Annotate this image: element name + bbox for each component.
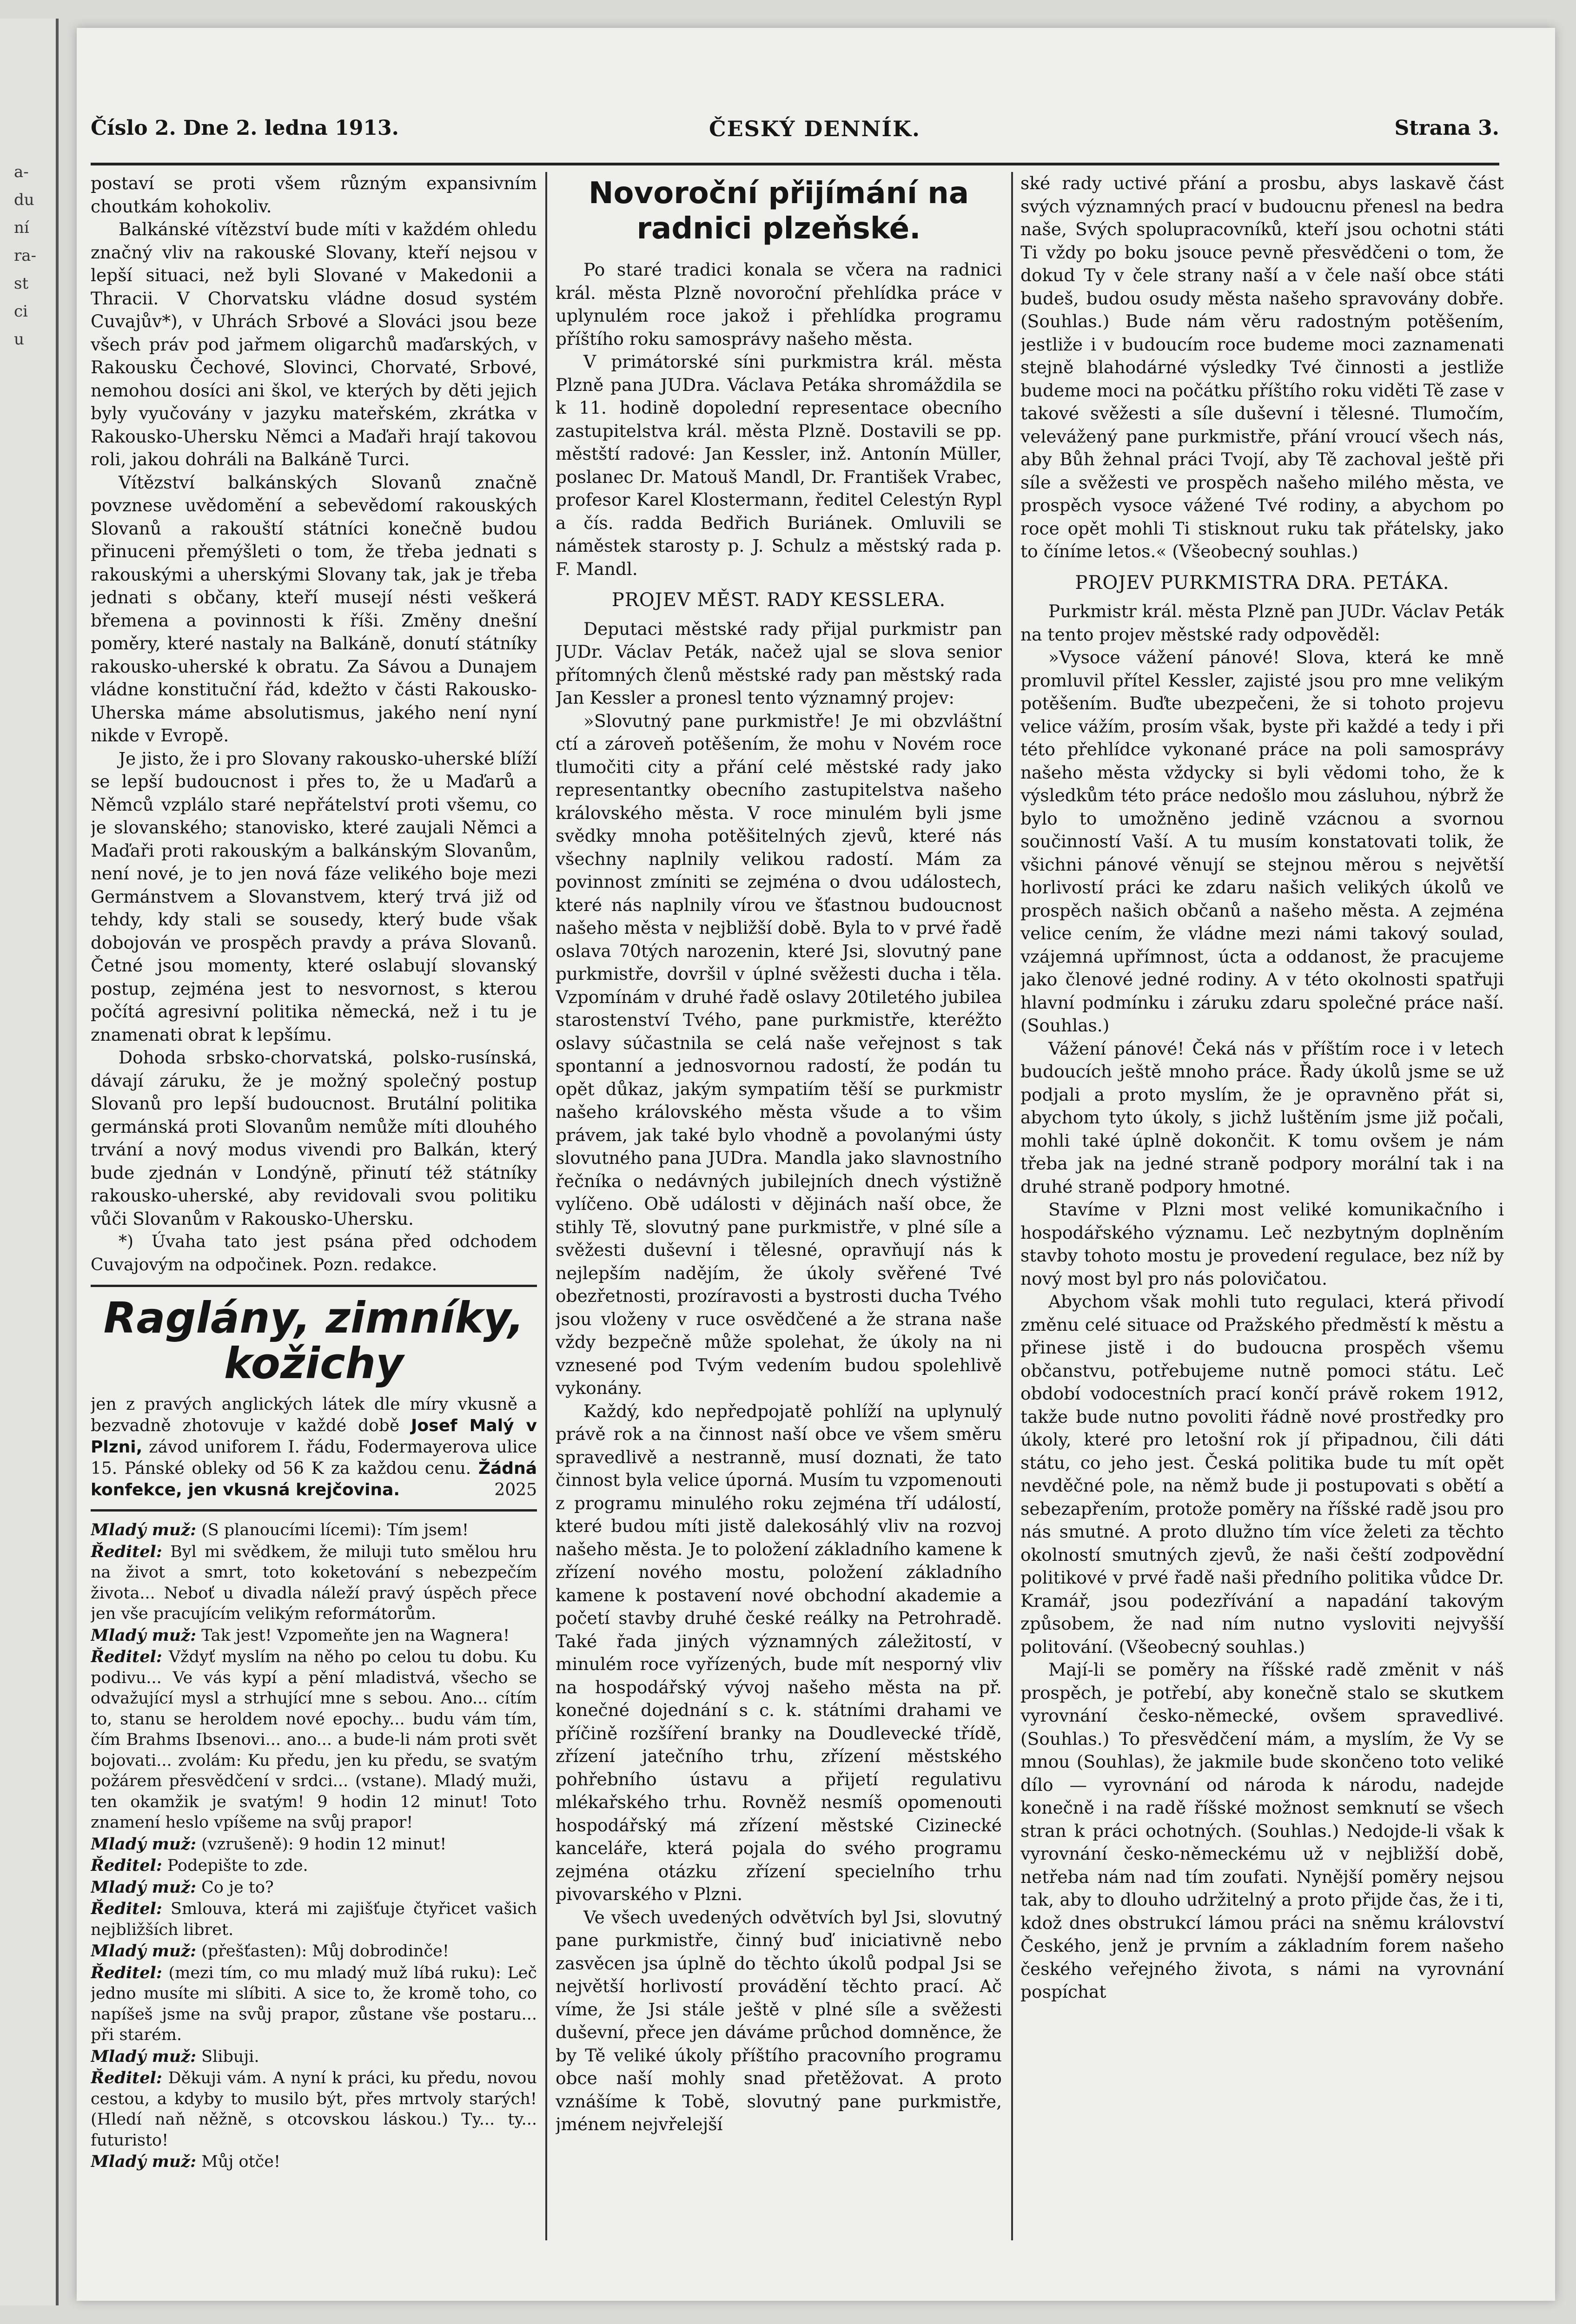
dialog-speaker: Ředitel: — [91, 2068, 162, 2087]
ad-number: 2025 — [494, 1480, 537, 1499]
article-paragraph: Deputaci městské rady přijal purkmistr pan JUDr. Václav Peták, načež ujal se slova senior přítomných členů městské rady pan městský rada Jan Kessler a pronesl tento významný projev: — [556, 618, 1002, 708]
dialog-speaker: Mladý muž: — [91, 1834, 196, 1854]
column-3 — [1020, 172, 1504, 2264]
dialog-speaker: Mladý muž: — [91, 1877, 196, 1897]
dialog-text: (mezi tím, co mu mladý muž líbá ruku): Leč jedno musíte mi slíbiti. A sice to, že kromě toho, co napíšeš jsme na svůj prapor, zůstane vše postaru... při starém. — [91, 1963, 537, 2044]
dialog-text: Slibuji. — [201, 2047, 259, 2066]
dialog-line — [91, 2047, 537, 2067]
article-paragraph: Abychom však mohli tuto regulaci, která přivodí změnu celé situace od Pražského předměstí k městu a přinese jistě i do budoucna prospěch všemu občanstvu, potřebujeme nutně pomoci státu. Leč období vodocestních prací končí právě rokem 1912, takže bude nutno povoliti řádně nové prostředky pro úkoly, které pro letošní rok jí připadnou, čili dáti státu, co jeho jest. Česká politika bude tu mít opět nevděčné pole, na němž bude ji postupovati s obětí a sebezapřením, protože poměry na říšské radě jsou pro nás smutné. A proto dlužno tím více želeti za těchto okolností smutných zjevů, že naši čeští zodpovědní politikové v prvé řadě naši předního politika vůdce Dr. Kramář, jsou podezřívání a napadání takovým způsobem, že nad ním nutno vysloviti nejvyšší politování. (Všeobecný souhlas.) — [1020, 1291, 1504, 1657]
article-paragraph: postaví se proti všem různým expansivním choutkám kohokoliv. — [91, 173, 537, 217]
dialog-line — [91, 1834, 537, 1855]
article-paragraph: Ve všech uvedených odvětvích byl Jsi, slovutný pane purkmistře, činný buď iniciativně nebo zasvěcen jsa úplně do těchto úkolů podpal Jsi se největší horlivostí provádění těchto prací. Ač víme, že Jsi stále ještě v plné síle a svěžesti duševní, přece jen dáváme průchod domněnce, že by Tě veliké úkoly příštího pracovního programu obce naší mohly snad přetěžovat. A proto vznášíme k Tobě, slovutný pane purkmistře, jménem nejvřelejší — [556, 1907, 1002, 2134]
article-paragraph: Purkmistr král. města Plzně pan JUDr. Václav Peták na tento projev městské rady odpověděl: — [1020, 601, 1504, 645]
article-paragraph: Je jisto, že i pro Slovany rakousko-uherské blíží se lepší budoucnost i přes to, že u Maďarů a Němců vzplálo staré nepřátelství proti všemu, co je slovanského; stanovisko, které zaujali Němci a Maďaři proti rakouským a balkánským Slovanům, není nové, je to jen nová fáze velikého boje mezi Germánstvem a Slovanstvem, který trvá již od tehdy, kdy stali se sousedy, který bude však dobojován ve prospěch pravdy a práva Slovanů. Četné jsou momenty, které oslabují slovanský postup, zejména jest to nesvornost, s kterou počítá agresivní politika německá, než i tu je znamenati obrat k lepšímu. — [91, 748, 537, 1045]
feuilleton-dialog — [91, 1520, 537, 2172]
dialog-line — [91, 1520, 537, 1541]
dialog-line — [91, 1625, 537, 1646]
advertisement-text — [91, 1394, 537, 1501]
column-2 — [556, 172, 1002, 2264]
ad-text-2: závod uniforem I. řádu, Fodermayerova ulice 15. Pánské obleky od 56 K za každou cenu. — [91, 1438, 537, 1478]
issue-date: Číslo 2. Dne 2. ledna 1913. — [91, 116, 399, 140]
column-divider — [1011, 172, 1013, 2240]
dialog-line — [91, 1963, 537, 2046]
dialog-speaker: Mladý muž: — [91, 2152, 196, 2171]
article-paragraph: Stavíme v Plzni most veliké komunikačního i hospodářského významu. Leč nezbytným doplněním stavby tohoto mostu je provedení regulace, bez níž by nový most byl pro nás polovičatou. — [1020, 1199, 1504, 1289]
article-paragraph: V primátorské síni purkmistra král. města Plzně pana JUDra. Václava Petáka shromáždila se k 11. hodině dopolední representace obecního zastupitelstva král. města Plzně. Dostavili se pp. městští radové: Jan Kessler, inž. Antonín Müller, poslanec Dr. Matouš Mandl, Dr. František Vrabec, profesor Karel Klostermann, ředitel Celestýn Rypl a čís. radda Bedřich Buriánek. Omluvili se náměstek starosty p. J. Schulz a městský rada p. F. Mandl. — [556, 351, 1002, 579]
ad-text: jen z pravých anglických látek dle míry vkusně a bezvadně zhotovuje v každé době — [91, 1395, 537, 1435]
dialog-text: (přešťasten): Můj dobrodinče! — [201, 1942, 449, 1961]
article-paragraph: Mají-li se poměry na říšské radě změnit v náš prospěch, je potřebí, aby konečně stalo se skutkem vyrovnání česko-německé, ovšem spravedlivé. (Souhlas.) To přesvědčení mám, a myslím, že Vy se mnou (Souhlas), že jakmile bude skončeno toto veliké dílo — vyrovnání od národa k národu, nadejde konečně i na radě říšské možnost semknutí se všech stran k práci ochotných. (Souhlas.) Nedojde-li však k vyrovnání česko-německému už v nejbližší době, netřeba nám nad tím zoufati. Nynější poměry nejsou tak, aby to dlouho udržitelný a proto přijde čas, že i ti, kdož dnes obstrukcí lámou práci na sněmu království Českého, jenž je prvním a základním forem našeho českého veřejného života, s námi na vyrovnání pospíchat — [1020, 1659, 1504, 2002]
section-subheading: PROJEV PURKMISTRA DRA. PETÁKA. — [1075, 572, 1450, 594]
article-headline: Novoroční přijímání na radnici plzeňské. — [588, 176, 969, 246]
dialog-text: (vzrušeně): 9 hodin 12 minut! — [201, 1835, 447, 1854]
column-1 — [91, 172, 537, 2217]
previous-page-fragment: a- du ní ra- st ci u — [14, 163, 37, 349]
footnote: *) Úvaha tato jest psána před odchodem Cuvajovým na odpočinek. Pozn. redakce. — [91, 1232, 537, 1274]
article-paragraph: ské rady uctivé přání a prosbu, abys laskavě část svých významných prací v budoucnu přenesl na bedra naše, Svých spolupracovníků, kteří jsou ochotni státi Ti vždy po boku jsouce pevně přesvědčeni o tom, že dokud Ty v čele strany naší a v čele naší obce státi budeš, budou osudy města našeho spravovány dobře. (Souhlas.) Bude nám věru radostným potěšením, jestliže i v budoucím roce budeme moci zaznamenati stejně blahodárné výsledky Tvé činnosti a jestliže budeme moci na počátku příštího roku viděti Tě zase v takové svěžesti a síle duševní i tělesné. Tlumočím, velevážený pane purkmistře, přání vroucí všech nás, aby Bůh žehnal práci Tvojí, aby Tě zachoval ještě při síle a svěžesti ve prospěch našeho milého města, ve prospěch vysoce vážené Tvé rodiny, a abychom po roce opět mohli Ti stisknout ruku tak přátelsky, jako to číníme letos.« (Všeobecný souhlas.) — [1020, 173, 1504, 561]
dialog-text: Byl mi svědkem, že miluji tuto smělou hru na život a smrt, toto koketování s nebezpečím života... Neboť u divadla náleží pravý úspěch přece jen vše pracujícím velikým reformátorům. — [91, 1542, 537, 1623]
section-rule — [91, 1509, 537, 1512]
article-paragraph: Dohoda srbsko-chorvatská, polsko-rusínská, dávají záruku, že je možný společný postup Slovanů pro lepší budoucnost. Brutální politika germánská proti Slovanům nemůže míti dlouhého trvání a nový modus vivendi pro Balkán, který bude zjednán v Londýně, přinutí též státníky rakousko-uherské, aby revidovali svou politiku vůči Slovanům v Rakousko-Uhersku. — [91, 1047, 537, 1229]
article-paragraph: Balkánské vítězství bude míti v každém ohledu značný vliv na rakouské Slovany, kteří nejsou v lepší situaci, než byli Slované v Makedonii a Thracii. V Chorvatsku vládne dosud systém Cuvajův*), v Uhrách Srbové a Slováci jsou beze všech práv pod jařmem oligarchů maďarských, v Rakousku Čechové, Slovinci, Chorvaté, Srbové, nemohou dosíci ani škol, ve kterých by děti jejich byly vyučovány v jazyku mateřském, zkrátka v Rakousko-Uhersku Němci a Maďaři hrají takovou roli, jakou dohráli na Balkáně Turci. — [91, 219, 537, 469]
dialog-line — [91, 1877, 537, 1898]
dialog-text: Tak jest! Vzpomeňte jen na Wagnera! — [201, 1626, 510, 1645]
dialog-line — [91, 1941, 537, 1962]
dialog-line — [91, 1855, 537, 1876]
masthead-title: ČESKÝ DENNÍK. — [709, 116, 921, 141]
header-rule — [91, 163, 1499, 165]
article-paragraph: Po staré tradici konala se včera na radnici král. města Plzně novoroční přehlídka práce v uplynulém roce jakož i přehlídka programu příštího roku samosprávy našeho města. — [556, 259, 1002, 349]
dialog-text: Podepište to zde. — [167, 1856, 308, 1875]
article-paragraph: »Vysoce vážení pánové! Slova, která ke mně promluvil přítel Kessler, zajisté jsou pro mne velikým potěšením. Buďte ubezpečeni, že si tohoto projevu velice vážím, prosím však, byste při každé a tedy i při této přehlídce vykonané práce na poli samosprávy našeho města vždycky si byli vědomi toho, že k výsledkům této práce nedošlo mou zásluhou, nýbrž že bylo to umožněno jedině vzácnou a svornou součinností Vaší. A tu musím konstatovati tolik, že všichni pánové věnují se stejnou měrou s největší horlivostí práci ke zdaru našich velikých úkolů ve prospěch našich občanů a našeho města. A zejména velice cením, že vládne mezi námi takový soulad, vzájemná upřímnost, úcta a oddanost, že pracujeme jako členové jedné rodiny. A v této okolnosti spatřuji hlavní podmínku i záruku zdaru společné práce naší. (Souhlas.) — [1020, 647, 1504, 1036]
section-subheading: PROJEV MĚST. RADY KESSLERA. — [611, 589, 946, 611]
dialog-text: Děkuji vám. A nyní k práci, ku předu, novou cestou, a kdyby to musilo být, přes mrtvoly starých! (Hledí naň něžně, s otcovskou láskou.) Ty... ty... futuristo! — [91, 2069, 537, 2150]
dialog-text: Můj otče! — [201, 2152, 281, 2171]
dialog-text: Co je to? — [201, 1878, 274, 1897]
dialog-speaker: Ředitel: — [91, 1542, 162, 1561]
dialog-speaker: Ředitel: — [91, 1856, 162, 1875]
page-number: Strana 3. — [1394, 116, 1499, 140]
article-paragraph: »Slovutný pane purkmistře! Je mi obzvláštní ctí a zároveň potěšením, že mohu v Novém roce tlumočiti city a přání celé městské rady jako representantky obecního zastupitelstva našeho královského města. V roce minulém byli jsme svědky mnoha potěšitelných zjevů, které nás všechny naplnily velikou radostí. Mám za povinnost zmíniti se zejména o dvou událostech, které nás naplnily vírou ve šťastnou budoucnost našeho města v nejbližší době. Byla to v prvé řadě oslava 70tých narozenin, které Jsi, slovutný pane purkmistře, dovršil v úplné svěžesti ducha i těla. Vzpomínám v druhé řadě oslavy 20tiletého jubilea starostenství Tvého, pane purkmistře, kteréžto oslavy súčastnila se celá naše veřejnost s tak spontanní a jednosvornou radostí, že podán tu opět důkaz, jakým sympatiím těší se purkmistr našeho královského města všude a to všim právem, jak také bylo vhodně a povolanými ústy slovutného pana JUDra. Mandla jako slavnostního řečníka o nedávných jubilejních dnech výstižně vylíčeno. Obě události v dějinách naší obce, že stihly Tě, slovutný pane purkmistře, v plné síle a svěžesti duševní i tělesné, opravňují nás k nejlepším nadějím, že úkoly svěřené Tvé obezřetnosti, prozíravosti a bystrosti ducha Tvého jsou vloženy v ruce osvědčené a že strana naše vždy bezpečně může spolehat, že úkoly na ni vznesené pod Tvým vedením budou spolehlivě vykonány. — [556, 710, 1002, 1398]
dialog-text: Vždyť myslím na něho po celou tu dobu. Ku podivu... Ve vás kypí a pění mladistvá, všecho se odvažující mysl a strhující mne s sebou. Ano... cítím to, stanu se heroldem nové epochy... budu vám tím, čím Brahms Ibsenovi... ano... a bude-li nám proti svět bojovati... zvolám: Ku předu, jen ku předu, se svatým požárem přesvědčení v srdci... (vstane). Mladý muži, ten okamžik je svatým! 9 hodin 12 minut! Toto znamení heslo vpíšeme na svůj prapor! — [91, 1648, 537, 1832]
dialog-speaker: Mladý muž: — [91, 2047, 196, 2066]
advertisement-headline: Raglány, zimníky, kožichy — [103, 1293, 524, 1388]
dialog-text: (S planoucími lícemi): Tím jsem! — [201, 1521, 469, 1539]
article-paragraph: Každý, kdo nepředpojatě pohlíží na uplynulý právě rok a na činnost naší obce ve všem směru spravedlivě a nestranně, musí doznati, že tato činnost byla velice úporná. Musím tu vzpomenouti z programu minulého roku zejména tří událostí, které budou míti jistě dalekosáhlý vliv na rozvoj našeho města. Je to položení základního kamene k zřízení nového mostu, položení základního kamene k postavení nové obchodní akademie a početí stavby druhé české reálky na Petrohradě. Také řada jiných významných záležitostí, v minulém roce vyřízených, bude mít nesporný vliv na hospodářský vývoj našeho města na př. konečné dojednání s c. k. státními drahami ve příčině rozšíření branky na Doudlevecké třídě, zřízení jatečního trhu, zřízení městského pohřebního ústavu a přijetí regulativu mlékařského trhu. Rovněž nesmíš opomenouti hospodářský má zřízení městské Cizinecké kanceláře, která pojala do svého programu zejména otázku zřízení specielního trhu pivovarského v Plzni. — [556, 1400, 1002, 1904]
column-divider — [545, 172, 547, 2240]
dialog-line — [91, 1647, 537, 1833]
dialog-line — [91, 1542, 537, 1624]
ad-firm: Josef Malý v Plzni, — [91, 1416, 537, 1457]
page-header — [91, 116, 1499, 158]
dialog-speaker: Ředitel: — [91, 1647, 162, 1666]
article-paragraph: Vážení pánové! Čeká nás v příštím roce i v letech budoucích ještě mnoho práce. Řady úkolů jsme se už podjali a proto myslím, že je opravněno přát si, abychom tyto úkoly, s jichž luštěním jsme již počali, mohli také úplně dokončit. K tomu ovšem je nám třeba jak na jedné straně podpory morální tak i na druhé straně podpory hmotné. — [1020, 1038, 1504, 1197]
dialog-line — [91, 1899, 537, 1940]
dialog-speaker: Mladý muž: — [91, 1520, 196, 1539]
ad-tail: Žádná konfekce, jen vkusná krejčovina. — [91, 1459, 537, 1499]
newspaper-page — [77, 28, 1555, 2301]
dialog-speaker: Mladý muž: — [91, 1625, 196, 1645]
dialog-line — [91, 2152, 537, 2172]
dialog-speaker: Ředitel: — [91, 1899, 162, 1918]
previous-page-edge — [0, 19, 59, 2305]
article-paragraph: Vítězství balkánských Slovanů značně povznese uvědomění a sebevědomí rakouských Slovanů a rakouští státníci konečně budou přinuceni přemýšleti o tom, že třeba jednati s rakouskými a uherskými Slovany tak, jak je třeba jednati s občany, kteří musejí nésti veškerá břemena a povinnosti k říši. Změny dnešní poměry, které nastaly na Balkáně, donutí státníky rakousko-uherské k obratu. Za Sávou a Dunajem vládne konstituční řád, kdežto v části Rakousko-Uherska máme absolutismus, jakého není nyní nikde v Evropě. — [91, 472, 537, 746]
dialog-text: Smlouva, která mi zajišťuje čtyřicet vašich nejbližších libret. — [91, 1900, 537, 1939]
section-rule — [91, 1285, 537, 1287]
dialog-speaker: Ředitel: — [91, 1963, 162, 1982]
dialog-line — [91, 2068, 537, 2151]
dialog-speaker: Mladý muž: — [91, 1941, 196, 1961]
